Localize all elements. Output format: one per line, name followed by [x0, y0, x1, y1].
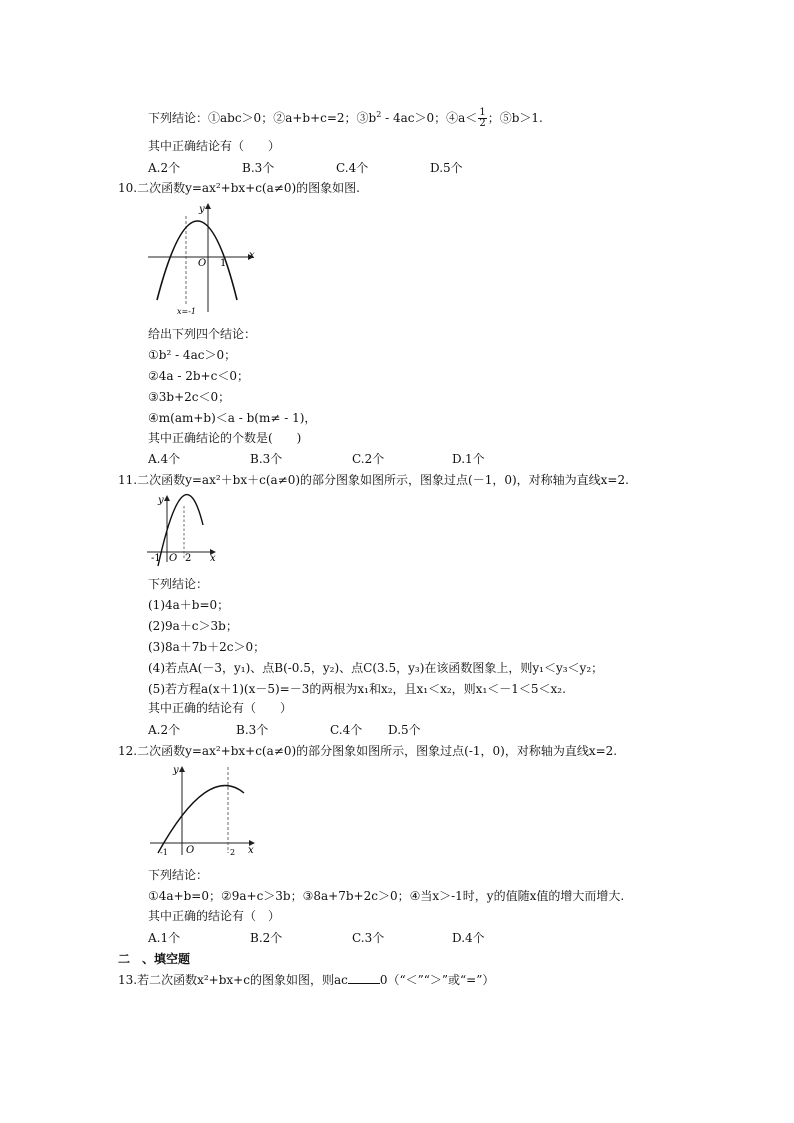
origin-label: O: [198, 258, 207, 269]
q10-graph: [145, 200, 257, 318]
q12-option-b[interactable]: B.2个: [250, 931, 283, 945]
answer-blank[interactable]: [348, 973, 380, 984]
exponent: 2: [376, 110, 382, 119]
q12-graph: [148, 763, 260, 861]
q12-ask: 其中正确的结论有（ ）: [148, 909, 281, 923]
y-axis-arrow: [164, 495, 170, 501]
tick-label-neg1: -1: [151, 553, 161, 564]
q10-option-d[interactable]: D.1个: [452, 452, 485, 466]
q11-item-1: (1)4a＋b=0；: [148, 598, 230, 612]
q10-stem: 10.二次函数y=ax²+bx+c(a≠0)的图象如图.: [118, 181, 360, 195]
q9-option-c[interactable]: C.4个: [336, 161, 369, 175]
tick-label-2: 2: [185, 553, 192, 564]
y-axis-label: y: [199, 204, 205, 215]
q11-intro: 下列结论：: [148, 577, 209, 591]
q10-option-a[interactable]: A.4个: [148, 452, 181, 466]
q12-items: ①4a+b=0；②9a+c＞3b；③8a+7b+2c＞0；④当x＞-1时，y的值随x值的增大而增大.: [148, 889, 625, 903]
symmetry-axis-label: x=-1: [177, 307, 197, 316]
q12-option-d[interactable]: D.4个: [452, 931, 485, 945]
y-axis-arrow: [179, 766, 185, 772]
q11-option-a[interactable]: A.2个: [148, 723, 181, 737]
origin-label: O: [169, 553, 178, 564]
q10-ask: 其中正确结论的个数是( ): [148, 431, 302, 445]
tick-label-1: 1: [220, 258, 227, 269]
parabola-curve: [158, 495, 203, 566]
q11-option-d[interactable]: D.5个: [388, 723, 421, 737]
q11-option-c[interactable]: C.4个: [330, 723, 363, 737]
q11-item-4: (4)若点A(－3，y₁)、点B(-0.5，y₂)、点C(3.5，y₃)在该函数图象上，则y₁＜y₃＜y₂；: [148, 661, 604, 675]
section-title: 二 、填空题: [118, 952, 191, 966]
q9-conclusions: 下列结论：①abc＞0；②a+b+c=2；$③b^2 - 4ac>0$；④a＜ $\frac{1}{2}$ ；⑤b＞1.: [148, 107, 543, 129]
q9-ask: 其中正确结论有（ ）: [148, 139, 281, 153]
q10-item-3: ③3b+2c＜0；: [148, 390, 231, 404]
q10-option-b[interactable]: B.3个: [250, 452, 283, 466]
x-axis-label: x: [210, 553, 216, 564]
y-axis-arrow: [205, 203, 211, 209]
q9-option-b[interactable]: B.3个: [242, 161, 275, 175]
x-axis-label: x: [249, 250, 255, 261]
q11-item-2: (2)9a＋c＞3b；: [148, 619, 238, 633]
fraction-one-half: $\frac{1}{2}$: [479, 107, 486, 129]
q10-intro: 给出下列四个结论：: [148, 327, 257, 341]
q11-item-3: (3)8a＋7b＋2c＞0；: [148, 640, 266, 654]
q11-option-b[interactable]: B.3个: [236, 723, 269, 737]
origin-label: O: [186, 845, 195, 856]
q10-item-2: ②4a - 2b+c＜0；: [148, 369, 249, 383]
q9-option-a[interactable]: A.2个: [148, 161, 181, 175]
q10-item-4: ④m(am+b)＜a - b(m≠ - 1)，: [148, 411, 317, 425]
q11-item-5: (5)若方程a(x＋1)(x－5)=－3的两根为x₁和x₂，且x₁＜x₂，则x₁＜－1＜5＜x₂.: [148, 682, 566, 696]
q11-graph: [145, 492, 221, 568]
x-axis-label: x: [248, 845, 254, 856]
y-axis-label: y: [158, 495, 164, 506]
q12-intro: 下列结论：: [148, 868, 209, 882]
q10-option-c[interactable]: C.2个: [352, 452, 385, 466]
q9-option-d[interactable]: D.5个: [430, 161, 463, 175]
q13-stem: 13.若二次函数x²+bx+c的图象如图，则ac 0（“＜”“＞”或“=”）: [118, 973, 495, 987]
q11-stem: 11.二次函数y=ax²＋bx＋c(a≠0)的部分图象如图所示，图象过点(－1，0)，对称轴为直线x=2.: [118, 473, 629, 487]
q12-option-c[interactable]: C.3个: [352, 931, 385, 945]
q11-ask: 其中正确的结论有（ ）: [148, 701, 293, 715]
q10-item-1: ①b² - 4ac＞0；: [148, 348, 237, 362]
tick-label-2: 2: [230, 848, 236, 857]
q12-stem: 12.二次函数y=ax²+bx+c(a≠0)的部分图象如图所示，图象过点(-1，0)，对称轴为直线x=2.: [118, 744, 618, 758]
y-axis-label: y: [173, 765, 179, 776]
q12-option-a[interactable]: A.1个: [148, 931, 181, 945]
tick-label-neg1: -1: [160, 848, 168, 857]
